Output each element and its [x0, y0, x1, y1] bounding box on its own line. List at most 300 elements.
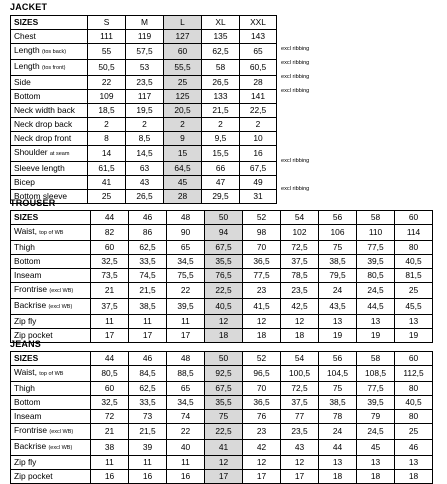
measurement-value: 80 — [395, 410, 433, 424]
measurement-value: 98 — [243, 225, 281, 241]
measurement-value: 57,5 — [126, 44, 164, 60]
measurement-name: Backrise — [14, 300, 47, 310]
measurement-value: 112,5 — [395, 366, 433, 382]
measurement-value: 81,5 — [395, 269, 433, 283]
measurement-qualifier: (excl WB) — [48, 445, 73, 451]
measurement-value: 45 — [357, 440, 395, 456]
measurement-label — [11, 424, 91, 440]
measurement-value: 102 — [281, 225, 319, 241]
sizes-label: SIZES — [11, 352, 91, 366]
measurement-qualifier: (tos back) — [41, 49, 67, 55]
measurement-value: 11 — [91, 456, 129, 470]
size-header: 44 — [91, 352, 129, 366]
measurement-value: 60 — [164, 44, 202, 60]
measurement-value: 8 — [88, 132, 126, 146]
size-header: XXL — [240, 16, 277, 30]
measurement-name: Thigh — [14, 242, 35, 252]
measurement-value: 38,5 — [129, 299, 167, 315]
measurement-value: 37,5 — [91, 299, 129, 315]
measurement-value: 62,5 — [202, 44, 240, 60]
measurement-value: 13 — [319, 315, 357, 329]
ribbing-note: excl ribbing — [281, 60, 310, 66]
size-header: 52 — [243, 211, 281, 225]
measurement-label — [11, 60, 88, 76]
measurement-value: 23,5 — [126, 76, 164, 90]
measurement-value: 76 — [243, 410, 281, 424]
measurement-value: 119 — [126, 30, 164, 44]
measurement-value: 79 — [357, 410, 395, 424]
measurement-value: 37,5 — [281, 396, 319, 410]
sizes-header-row — [11, 211, 433, 225]
measurement-row — [11, 176, 277, 190]
measurement-name: Neck drop back — [14, 119, 73, 129]
measurement-value: 9 — [164, 132, 202, 146]
measurement-row — [11, 440, 433, 456]
measurement-row — [11, 162, 277, 176]
measurement-value: 90 — [167, 225, 205, 241]
measurement-value: 41 — [88, 176, 126, 190]
measurement-value: 77,5 — [243, 269, 281, 283]
measurement-value: 114 — [395, 225, 433, 241]
measurement-row — [11, 283, 433, 299]
measurement-value: 20,5 — [164, 104, 202, 118]
measurement-value: 58 — [202, 60, 240, 76]
measurement-value: 26,5 — [126, 190, 164, 204]
size-header: 58 — [357, 211, 395, 225]
measurement-value: 133 — [202, 90, 240, 104]
sizes-label: SIZES — [11, 211, 91, 225]
measurement-row — [11, 269, 433, 283]
measurement-value: 13 — [357, 456, 395, 470]
size-header: S — [88, 16, 126, 30]
measurement-label — [11, 76, 88, 90]
measurement-value: 19 — [357, 329, 395, 343]
measurement-label — [11, 44, 88, 60]
measurement-qualifier: (excl WB) — [48, 304, 73, 310]
measurement-value: 28 — [164, 190, 202, 204]
size-header: 44 — [91, 211, 129, 225]
ribbing-note: excl ribbing — [281, 158, 310, 164]
size-header: M — [126, 16, 164, 30]
size-header: 46 — [129, 352, 167, 366]
measurement-value: 16 — [240, 146, 277, 162]
measurement-name: Bottom — [14, 256, 41, 266]
measurement-label — [11, 162, 88, 176]
measurement-row — [11, 30, 277, 44]
measurement-value: 13 — [395, 315, 433, 329]
size-header: 48 — [167, 211, 205, 225]
measurement-label — [11, 90, 88, 104]
measurement-value: 16 — [91, 470, 129, 484]
measurement-value: 55,5 — [164, 60, 202, 76]
measurement-value: 70 — [243, 241, 281, 255]
measurement-row — [11, 396, 433, 410]
measurement-value: 40 — [167, 440, 205, 456]
measurement-value: 73,5 — [91, 269, 129, 283]
measurement-value: 21,5 — [129, 424, 167, 440]
measurement-value: 44,5 — [357, 299, 395, 315]
measurement-label — [11, 132, 88, 146]
measurement-value: 28 — [240, 76, 277, 90]
trouser-title: TROUSER — [10, 198, 56, 208]
measurement-row — [11, 76, 277, 90]
measurement-value: 32,5 — [91, 396, 129, 410]
measurement-value: 60,5 — [240, 60, 277, 76]
jacket-size-table — [10, 15, 277, 204]
measurement-value: 135 — [202, 30, 240, 44]
measurement-label — [11, 456, 91, 470]
measurement-name: Length — [14, 61, 40, 71]
measurement-name: Shoulder — [14, 147, 48, 157]
measurement-value: 79,5 — [319, 269, 357, 283]
measurement-value: 26,5 — [202, 76, 240, 90]
measurement-row — [11, 382, 433, 396]
measurement-value: 64,5 — [164, 162, 202, 176]
measurement-value: 66 — [202, 162, 240, 176]
measurement-name: Sleeve length — [14, 163, 65, 173]
measurement-value: 70 — [243, 382, 281, 396]
measurement-value: 80 — [395, 382, 433, 396]
measurement-row — [11, 470, 433, 484]
measurement-row — [11, 329, 433, 343]
measurement-value: 22,5 — [205, 283, 243, 299]
measurement-value: 41 — [205, 440, 243, 456]
measurement-name: Length — [14, 45, 40, 55]
measurement-name: Frontrise — [14, 284, 48, 294]
measurement-label — [11, 366, 91, 382]
measurement-value: 38 — [91, 440, 129, 456]
measurement-value: 14 — [88, 146, 126, 162]
measurement-value: 63 — [126, 162, 164, 176]
measurement-value: 77,5 — [357, 382, 395, 396]
measurement-value: 12 — [243, 315, 281, 329]
measurement-value: 127 — [164, 30, 202, 44]
jacket-title: JACKET — [10, 2, 48, 12]
measurement-row — [11, 225, 433, 241]
measurement-name: Neck width back — [14, 105, 75, 115]
sizes-header-row — [11, 352, 433, 366]
measurement-value: 11 — [167, 315, 205, 329]
measurement-value: 77,5 — [357, 241, 395, 255]
measurement-value: 39,5 — [357, 255, 395, 269]
measurement-row — [11, 456, 433, 470]
measurement-value: 22 — [167, 283, 205, 299]
measurement-value: 17 — [205, 470, 243, 484]
measurement-name: Zip fly — [14, 316, 37, 326]
measurement-value: 18 — [205, 329, 243, 343]
sizes-label: SIZES — [11, 16, 88, 30]
measurement-value: 42,5 — [281, 299, 319, 315]
measurement-value: 72 — [91, 410, 129, 424]
measurement-qualifier: at seam — [49, 151, 70, 157]
measurement-value: 50,5 — [88, 60, 126, 76]
measurement-value: 80 — [395, 241, 433, 255]
measurement-value: 38,5 — [319, 396, 357, 410]
measurement-value: 44 — [319, 440, 357, 456]
measurement-value: 39 — [129, 440, 167, 456]
size-header: 60 — [395, 352, 433, 366]
measurement-value: 2 — [202, 118, 240, 132]
measurement-value: 75 — [319, 382, 357, 396]
ribbing-note: excl ribbing — [281, 88, 310, 94]
measurement-value: 37,5 — [281, 255, 319, 269]
measurement-value: 80,5 — [91, 366, 129, 382]
measurement-value: 80,5 — [357, 269, 395, 283]
measurement-label — [11, 440, 91, 456]
measurement-label — [11, 225, 91, 241]
measurement-value: 84,5 — [129, 366, 167, 382]
measurement-label — [11, 146, 88, 162]
measurement-value: 23 — [243, 283, 281, 299]
measurement-label — [11, 30, 88, 44]
size-header: 56 — [319, 352, 357, 366]
measurement-value: 32,5 — [91, 255, 129, 269]
measurement-value: 75 — [319, 241, 357, 255]
measurement-value: 13 — [357, 315, 395, 329]
ribbing-note: excl ribbing — [281, 46, 310, 52]
measurement-name: Zip fly — [14, 457, 37, 467]
measurement-label — [11, 396, 91, 410]
measurement-value: 49 — [240, 176, 277, 190]
measurement-name: Thigh — [14, 383, 35, 393]
measurement-label — [11, 299, 91, 315]
measurement-value: 2 — [164, 118, 202, 132]
measurement-value: 141 — [240, 90, 277, 104]
measurement-row — [11, 60, 277, 76]
measurement-row — [11, 255, 433, 269]
measurement-value: 67,5 — [205, 241, 243, 255]
trouser-size-table — [10, 210, 433, 343]
measurement-value: 13 — [395, 456, 433, 470]
measurement-value: 9,5 — [202, 132, 240, 146]
measurement-value: 36,5 — [243, 396, 281, 410]
measurement-value: 55 — [88, 44, 126, 60]
jeans-size-table — [10, 351, 433, 484]
measurement-value: 41,5 — [243, 299, 281, 315]
measurement-value: 78,5 — [281, 269, 319, 283]
measurement-value: 92,5 — [205, 366, 243, 382]
size-header: 54 — [281, 352, 319, 366]
measurement-value: 61,5 — [88, 162, 126, 176]
measurement-value: 12 — [205, 315, 243, 329]
measurement-name: Inseam — [14, 270, 42, 280]
measurement-value: 36,5 — [243, 255, 281, 269]
measurement-value: 40,5 — [205, 299, 243, 315]
measurement-value: 21 — [91, 283, 129, 299]
measurement-name: Bottom sleeve — [14, 191, 68, 201]
measurement-value: 60 — [91, 382, 129, 396]
measurement-value: 17 — [91, 329, 129, 343]
measurement-value: 86 — [129, 225, 167, 241]
measurement-value: 11 — [91, 315, 129, 329]
measurement-value: 15 — [164, 146, 202, 162]
measurement-label — [11, 104, 88, 118]
measurement-value: 35,5 — [205, 396, 243, 410]
measurement-value: 96,5 — [243, 366, 281, 382]
measurement-qualifier: (excl WB) — [49, 429, 74, 435]
measurement-value: 65 — [240, 44, 277, 60]
measurement-value: 21,5 — [129, 283, 167, 299]
ribbing-note: excl ribbing — [281, 186, 310, 192]
size-header: 46 — [129, 211, 167, 225]
size-header: 54 — [281, 211, 319, 225]
measurement-value: 24 — [319, 283, 357, 299]
measurement-value: 75 — [205, 410, 243, 424]
measurement-value: 11 — [129, 456, 167, 470]
measurement-label — [11, 118, 88, 132]
measurement-value: 19 — [319, 329, 357, 343]
measurement-value: 15,5 — [202, 146, 240, 162]
measurement-name: Side — [14, 77, 31, 87]
measurement-value: 100,5 — [281, 366, 319, 382]
measurement-label — [11, 382, 91, 396]
measurement-name: Bottom — [14, 397, 41, 407]
measurement-value: 22,5 — [240, 104, 277, 118]
size-header: XL — [202, 16, 240, 30]
measurement-value: 43,5 — [319, 299, 357, 315]
measurement-value: 34,5 — [167, 255, 205, 269]
measurement-label — [11, 410, 91, 424]
measurement-label — [11, 283, 91, 299]
measurement-name: Neck drop front — [14, 133, 72, 143]
measurement-value: 143 — [240, 30, 277, 44]
measurement-value: 62,5 — [129, 241, 167, 255]
measurement-value: 43 — [126, 176, 164, 190]
size-header: L — [164, 16, 202, 30]
measurement-value: 77 — [281, 410, 319, 424]
measurement-value: 73 — [129, 410, 167, 424]
measurement-row — [11, 315, 433, 329]
measurement-value: 22,5 — [205, 424, 243, 440]
measurement-value: 117 — [126, 90, 164, 104]
measurement-label — [11, 470, 91, 484]
measurement-value: 31 — [240, 190, 277, 204]
measurement-value: 33,5 — [129, 396, 167, 410]
measurement-label — [11, 269, 91, 283]
measurement-value: 104,5 — [319, 366, 357, 382]
measurement-value: 65 — [167, 241, 205, 255]
measurement-value: 19 — [395, 329, 433, 343]
measurement-value: 12 — [243, 456, 281, 470]
measurement-value: 18 — [243, 329, 281, 343]
size-header: 60 — [395, 211, 433, 225]
measurement-value: 23,5 — [281, 283, 319, 299]
measurement-value: 53 — [126, 60, 164, 76]
measurement-value: 29,5 — [202, 190, 240, 204]
measurement-value: 22 — [88, 76, 126, 90]
measurement-value: 8,5 — [126, 132, 164, 146]
measurement-value: 23 — [243, 424, 281, 440]
measurement-value: 94 — [205, 225, 243, 241]
measurement-value: 2 — [126, 118, 164, 132]
measurement-value: 25 — [395, 424, 433, 440]
measurement-value: 23,5 — [281, 424, 319, 440]
measurement-value: 24 — [319, 424, 357, 440]
measurement-value: 14,5 — [126, 146, 164, 162]
measurement-name: Waist, — [14, 367, 37, 377]
measurement-value: 62,5 — [129, 382, 167, 396]
measurement-value: 13 — [319, 456, 357, 470]
measurement-value: 12 — [281, 315, 319, 329]
measurement-row — [11, 146, 277, 162]
measurement-value: 42 — [243, 440, 281, 456]
measurement-value: 21,5 — [202, 104, 240, 118]
measurement-label — [11, 176, 88, 190]
measurement-value: 72,5 — [281, 382, 319, 396]
size-header: 56 — [319, 211, 357, 225]
measurement-value: 33,5 — [129, 255, 167, 269]
measurement-name: Bottom — [14, 91, 41, 101]
measurement-label — [11, 315, 91, 329]
measurement-value: 18 — [281, 329, 319, 343]
measurement-value: 18,5 — [88, 104, 126, 118]
measurement-row — [11, 299, 433, 315]
measurement-value: 82 — [91, 225, 129, 241]
measurement-row — [11, 44, 277, 60]
measurement-value: 67,5 — [205, 382, 243, 396]
measurement-value: 17 — [129, 329, 167, 343]
measurement-name: Zip pocket — [14, 471, 53, 481]
measurement-value: 18 — [395, 470, 433, 484]
measurement-name: Frontrise — [14, 425, 48, 435]
measurement-value: 45,5 — [395, 299, 433, 315]
measurement-value: 60 — [91, 241, 129, 255]
measurement-value: 16 — [129, 470, 167, 484]
measurement-value: 74,5 — [129, 269, 167, 283]
measurement-value: 75,5 — [167, 269, 205, 283]
measurement-value: 47 — [202, 176, 240, 190]
measurement-value: 40,5 — [395, 255, 433, 269]
measurement-value: 25 — [88, 190, 126, 204]
measurement-row — [11, 241, 433, 255]
measurement-value: 65 — [167, 382, 205, 396]
measurement-value: 35,5 — [205, 255, 243, 269]
measurement-value: 17 — [167, 329, 205, 343]
measurement-value: 39,5 — [357, 396, 395, 410]
measurement-row — [11, 410, 433, 424]
measurement-value: 22 — [167, 424, 205, 440]
measurement-qualifier: (excl WB) — [49, 288, 74, 294]
measurement-value: 43 — [281, 440, 319, 456]
measurement-name: Inseam — [14, 411, 42, 421]
size-header: 58 — [357, 352, 395, 366]
measurement-value: 25 — [395, 283, 433, 299]
measurement-value: 17 — [281, 470, 319, 484]
sizes-header-row — [11, 16, 277, 30]
measurement-value: 11 — [129, 315, 167, 329]
size-header: 48 — [167, 352, 205, 366]
jeans-title: JEANS — [10, 339, 42, 349]
measurement-value: 10 — [240, 132, 277, 146]
measurement-value: 12 — [281, 456, 319, 470]
measurement-value: 38,5 — [319, 255, 357, 269]
measurement-name: Chest — [14, 31, 36, 41]
measurement-value: 40,5 — [395, 396, 433, 410]
measurement-value: 74 — [167, 410, 205, 424]
measurement-value: 24,5 — [357, 283, 395, 299]
measurement-name: Zip pocket — [14, 330, 53, 340]
measurement-qualifier: top of WB — [39, 371, 64, 377]
measurement-row — [11, 90, 277, 104]
measurement-value: 2 — [88, 118, 126, 132]
measurement-name: Backrise — [14, 441, 47, 451]
size-header: 52 — [243, 352, 281, 366]
measurement-name: Bicep — [14, 177, 35, 187]
measurement-value: 46 — [395, 440, 433, 456]
measurement-value: 39,5 — [167, 299, 205, 315]
measurement-value: 24,5 — [357, 424, 395, 440]
ribbing-note: excl ribbing — [281, 74, 310, 80]
